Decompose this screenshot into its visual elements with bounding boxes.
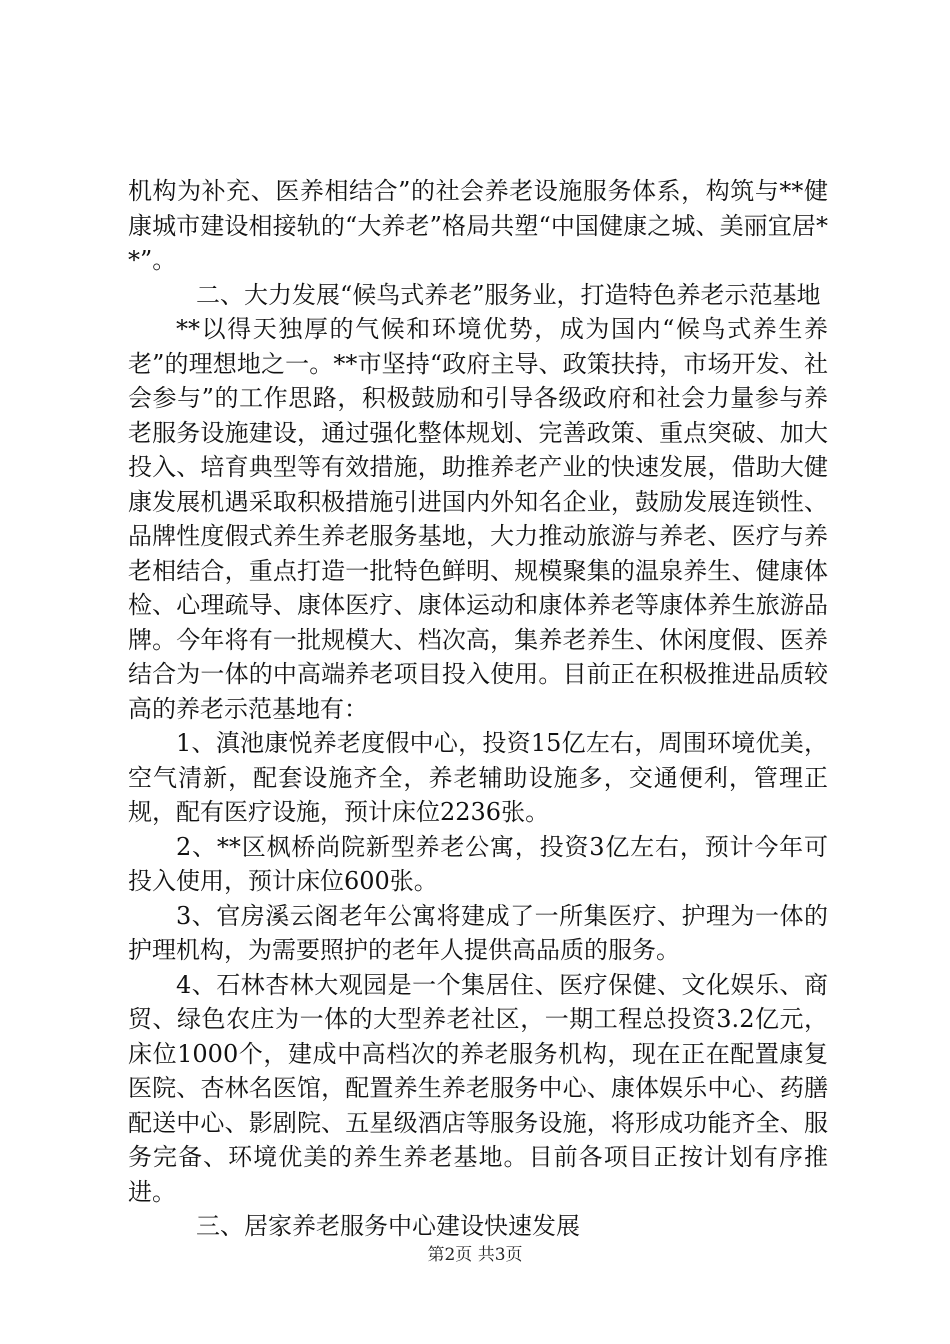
page-footer: 第2页 共3页 — [427, 1245, 523, 1265]
list-item-3: 3、官房溪云阁老年公寓将建成了一所集医疗、护理为一体的护理机构，为需要照护的老年人提供高品质的服务。 — [128, 901, 828, 964]
document-body — [128, 174, 828, 1244]
list-item-4: 4、石林杏林大观园是一个集居住、医疗保健、文化娱乐、商贸、绿色农庄为一体的大型养老社区，一期工程总投资3.2亿元，床位1000个，建成中高档次的养老服务机构，现在正在配置康复医院、杏林名医馆，配置养生养老服务中心、康体娱乐中心、药膳配送中心、影剧院、五星级酒店等服务设施，将形成功能齐全、服务完备、环境优美的养生养老基地。目前各项目正按计划有序推进。 — [128, 970, 828, 1206]
list-item-1: 1、滇池康悦养老度假中心，投资15亿左右，周围环境优美，空气清新，配套设施齐全，养老辅助设施多，交通便利，管理正规，配有医疗设施，预计床位2236张。 — [128, 729, 828, 826]
paragraph-continuation: 机构为补充、医养相结合”的社会养老设施服务体系，构筑与**健康城市建设相接轨的“大养老”格局共塑“中国健康之城、美丽宜居**”。 — [128, 177, 828, 274]
paragraph-migratory-elderly-care: **以得天独厚的气候和环境优势，成为国内“候鸟式养生养老”的理想地之一。**市坚持“政府主导、政策扶持，市场开发、社会参与”的工作思路，积极鼓励和引导各级政府和社会力量参与养老服务设施建设，通过强化整体规划、完善政策、重点突破、加大投入、培育典型等有效措施，助推养老产业的快速发展，借助大健康发展机遇采取积极措施引进国内外知名企业，鼓励发展连锁性、品牌性度假式养生养老服务基地，大力推动旅游与养老、医疗与养老相结合，重点打造一批特色鲜明、规模聚集的温泉养生、健康体检、心理疏导、康体医疗、康体运动和康体养老等康体养生旅游品牌。今年将有一批规模大、档次高，集养老养生、休闲度假、医养结合为一体的中高端养老项目投入使用。目前正在积极推进品质较高的养老示范基地有： — [128, 315, 828, 723]
list-item-2: 2、**区枫桥尚院新型养老公寓，投资3亿左右，预计今年可投入使用，预计床位600张。 — [128, 832, 828, 895]
section-heading-3: 三、居家养老服务中心建设快速发展 — [196, 1212, 580, 1240]
section-heading-2: 二、大力发展“候鸟式养老”服务业，打造特色养老示范基地 — [196, 280, 821, 309]
